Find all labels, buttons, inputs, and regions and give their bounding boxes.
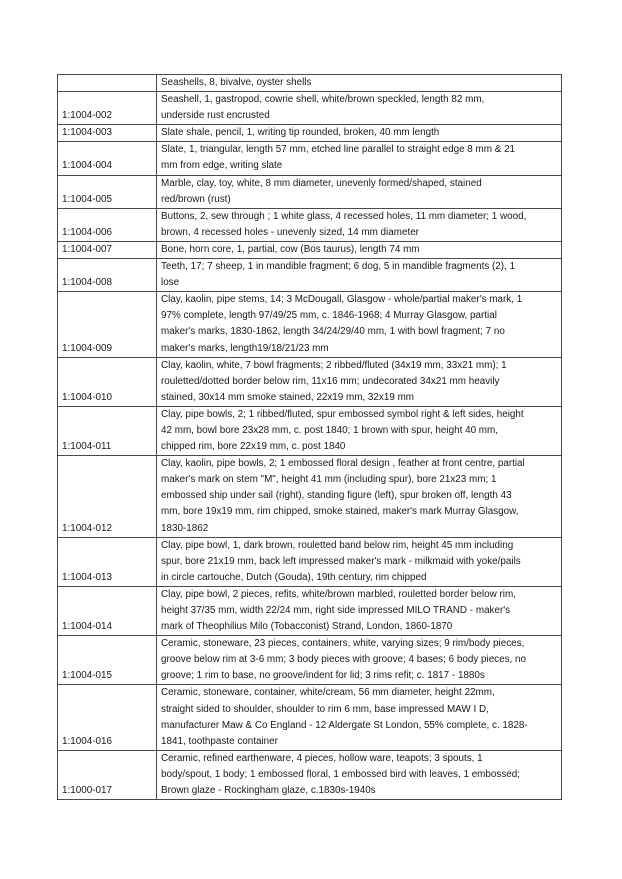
- description-line: Bone, horn core, 1, partial, cow (Bos taurus), length 74 mm: [161, 243, 420, 255]
- description-cell: [157, 259, 562, 292]
- table-row: [58, 636, 562, 685]
- description-line: body/spout, 1 body; 1 embossed floral, 1 embossed bird with leaves, 1 embossed;: [161, 768, 520, 780]
- description-line: Marble, clay, toy, white, 8 mm diameter, unevenly formed/shaped, stained: [161, 177, 482, 189]
- catalogue-number-cell: 1:1004-002: [58, 92, 157, 125]
- description-line: Seashells, 8, bivalve, oyster shells: [161, 77, 312, 88]
- description-line: 1830-1862: [161, 522, 209, 534]
- table-row: [58, 125, 562, 142]
- description-line: maker's marks, 1830-1862, length 34/24/29/40 mm, 1 with bowl fragment; 7 no: [161, 326, 505, 338]
- table-row: [58, 357, 562, 406]
- description-line: mm from edge, writing slate: [161, 160, 283, 172]
- description-line: Clay, pipe bowl, 2 pieces, refits, white/brown marbled, rouletted border below rim,: [161, 588, 516, 600]
- description-cell: [157, 357, 562, 406]
- description-line: mark of Theophilius Milo (Tobacconist) Strand, London, 1860-1870: [161, 621, 453, 633]
- catalogue-number-cell: 1:1004-003: [58, 125, 157, 142]
- description-line: height 37/35 mm, width 22/24 mm, right side impressed MILO TRAND - maker's: [161, 605, 511, 616]
- description-line: Clay, pipe bowls, 2; 1 ribbed/fluted, spur embossed symbol right & left sides, height: [161, 408, 524, 420]
- catalogue-number-cell: 1:1004-013: [58, 537, 157, 586]
- description-line: brown, 4 recessed holes - unevenly sized, 14 mm diameter: [161, 226, 419, 238]
- description-cell: [157, 175, 562, 208]
- table-row: [58, 685, 562, 750]
- description-cell: [157, 208, 562, 241]
- description-cell: [157, 125, 562, 142]
- table-row: [58, 92, 562, 125]
- table-row: [58, 208, 562, 241]
- description-cell: [157, 406, 562, 455]
- description-cell: [157, 241, 562, 258]
- description-line: groove below rim at 3-6 mm; 3 body pieces with groove; 4 bases; 6 body pieces, no: [161, 654, 527, 666]
- catalogue-number-cell: 1:1004-016: [58, 685, 157, 750]
- description-cell: [157, 456, 562, 537]
- table-row: [58, 142, 562, 175]
- description-cell: [157, 292, 562, 357]
- catalogue-number-cell: 1:1004-004: [58, 142, 157, 175]
- catalogue-number-cell: 1:1004-010: [58, 357, 157, 406]
- description-cell: [157, 537, 562, 586]
- table-row: [58, 292, 562, 357]
- table-row: [58, 241, 562, 258]
- catalogue-number-cell: 1:1004-006: [58, 208, 157, 241]
- description-line: maker's mark on stem "M", height 41 mm (including spur), bore 21x23 mm; 1: [161, 474, 497, 486]
- catalogue-number-cell: [58, 75, 157, 92]
- description-line: mm, bore 19x19 mm, rim chipped, smoke stained, maker's mark Murray Glasgow,: [161, 506, 519, 518]
- table-row: [58, 259, 562, 292]
- catalogue-number-cell: 1:1004-011: [58, 406, 157, 455]
- catalogue-number-cell: 1:1004-005: [58, 175, 157, 208]
- table-row: [58, 537, 562, 586]
- description-line: 1841, toothpaste container: [161, 735, 278, 747]
- description-line: red/brown (rust): [161, 193, 231, 205]
- catalogue-number-cell: 1:1004-014: [58, 586, 157, 635]
- table-row: [58, 456, 562, 537]
- description-line: Clay, kaolin, pipe stems, 14; 3 McDougall, Glasgow - whole/partial maker's mark, 1: [161, 294, 523, 306]
- description-line: Clay, kaolin, white, 7 bowl fragments; 2 ribbed/fluted (34x19 mm, 33x21 mm); 1: [161, 359, 507, 371]
- catalogue-number-cell: 1:1004-007: [58, 241, 157, 258]
- description-line: spur, bore 21x19 mm, back left impressed maker's mark - milkmaid with yoke/pails: [161, 555, 521, 567]
- catalogue-body: [58, 75, 562, 800]
- catalogue-number-cell: 1:1004-008: [58, 259, 157, 292]
- description-cell: [157, 685, 562, 750]
- description-line: Clay, kaolin, pipe bowls, 2; 1 embossed floral design , feather at front centre, partial: [161, 458, 525, 470]
- description-line: stained, 30x14 mm smoke stained, 22x19 mm, 32x19 mm: [161, 391, 415, 403]
- description-cell: [157, 142, 562, 175]
- artefact-catalogue-table: [57, 74, 562, 800]
- description-cell: [157, 75, 562, 92]
- catalogue-number-cell: 1:1004-015: [58, 636, 157, 685]
- description-line: chipped rim, bore 22x19 mm, c. post 1840: [161, 441, 346, 453]
- description-line: embossed ship under sail (right), standing figure (left), spur broken off, length 43: [161, 490, 512, 502]
- description-cell: [157, 636, 562, 685]
- table-row: [58, 586, 562, 635]
- table-row: [58, 406, 562, 455]
- description-line: maker's marks, length19/18/21/23 mm: [161, 342, 329, 354]
- description-line: Ceramic, stoneware, 23 pieces, containers, white, varying sizes; 9 rim/body pieces,: [161, 638, 525, 650]
- description-line: Ceramic, refined earthenware, 4 pieces, hollow ware, teapots; 3 spouts, 1: [161, 752, 483, 764]
- description-line: Teeth, 17; 7 sheep, 1 in mandible fragment; 6 dog, 5 in mandible fragments (2), 1: [161, 261, 516, 273]
- description-line: in circle cartouche, Dutch (Gouda), 19th century, rim chipped: [161, 571, 427, 583]
- description-cell: [157, 750, 562, 799]
- description-line: 97% complete, length 97/49/25 mm, c. 1846-1968; 4 Murray Glasgow, partial: [161, 310, 497, 322]
- description-cell: [157, 586, 562, 635]
- description-line: Brown glaze - Rockingham glaze, c.1830s-1940s: [161, 785, 376, 797]
- description-line: lose: [161, 277, 180, 289]
- description-line: straight sided to shoulder, shoulder to rim 6 mm, base impressed MAW I D,: [161, 703, 489, 715]
- description-line: groove; 1 rim to base, no groove/indent for lid; 3 rims refit; c. 1817 - 1880s: [161, 670, 485, 682]
- description-line: rouletted/dotted border below rim, 11x16 mm; undecorated 34x21 mm heavily: [161, 375, 500, 387]
- description-line: Slate, 1, triangular, length 57 mm, etched line parallel to straight edge 8 mm & 21: [161, 144, 516, 156]
- catalogue-number-cell: 1:1004-012: [58, 456, 157, 537]
- catalogue-number-cell: 1:1004-009: [58, 292, 157, 357]
- description-line: Slate shale, pencil, 1, writing tip rounded, broken, 40 mm length: [161, 127, 440, 139]
- description-line: manufacturer Maw & Co England - 12 Aldergate St London, 55% complete, c. 1828-: [161, 719, 528, 731]
- catalogue-number-cell: 1:1000-017: [58, 750, 157, 799]
- description-line: Clay, pipe bowl, 1, dark brown, rouletted band below rim, height 45 mm including: [161, 539, 514, 551]
- table-row: [58, 75, 562, 92]
- description-line: 42 mm, bowl bore 23x28 mm, c. post 1840; 1 brown with spur, height 40 mm,: [161, 424, 499, 436]
- table-row: [58, 750, 562, 799]
- description-line: Seashell, 1, gastropod, cowrie shell, white/brown speckled, length 82 mm,: [161, 94, 485, 106]
- table-row: [58, 175, 562, 208]
- description-cell: [157, 92, 562, 125]
- description-line: underside rust encrusted: [161, 110, 270, 122]
- description-line: Buttons, 2, sew through ; 1 white glass, 4 recessed holes, 11 mm diameter; 1 wood,: [161, 210, 527, 222]
- description-line: Ceramic, stoneware, container, white/cream, 56 mm diameter, height 22mm,: [161, 687, 495, 699]
